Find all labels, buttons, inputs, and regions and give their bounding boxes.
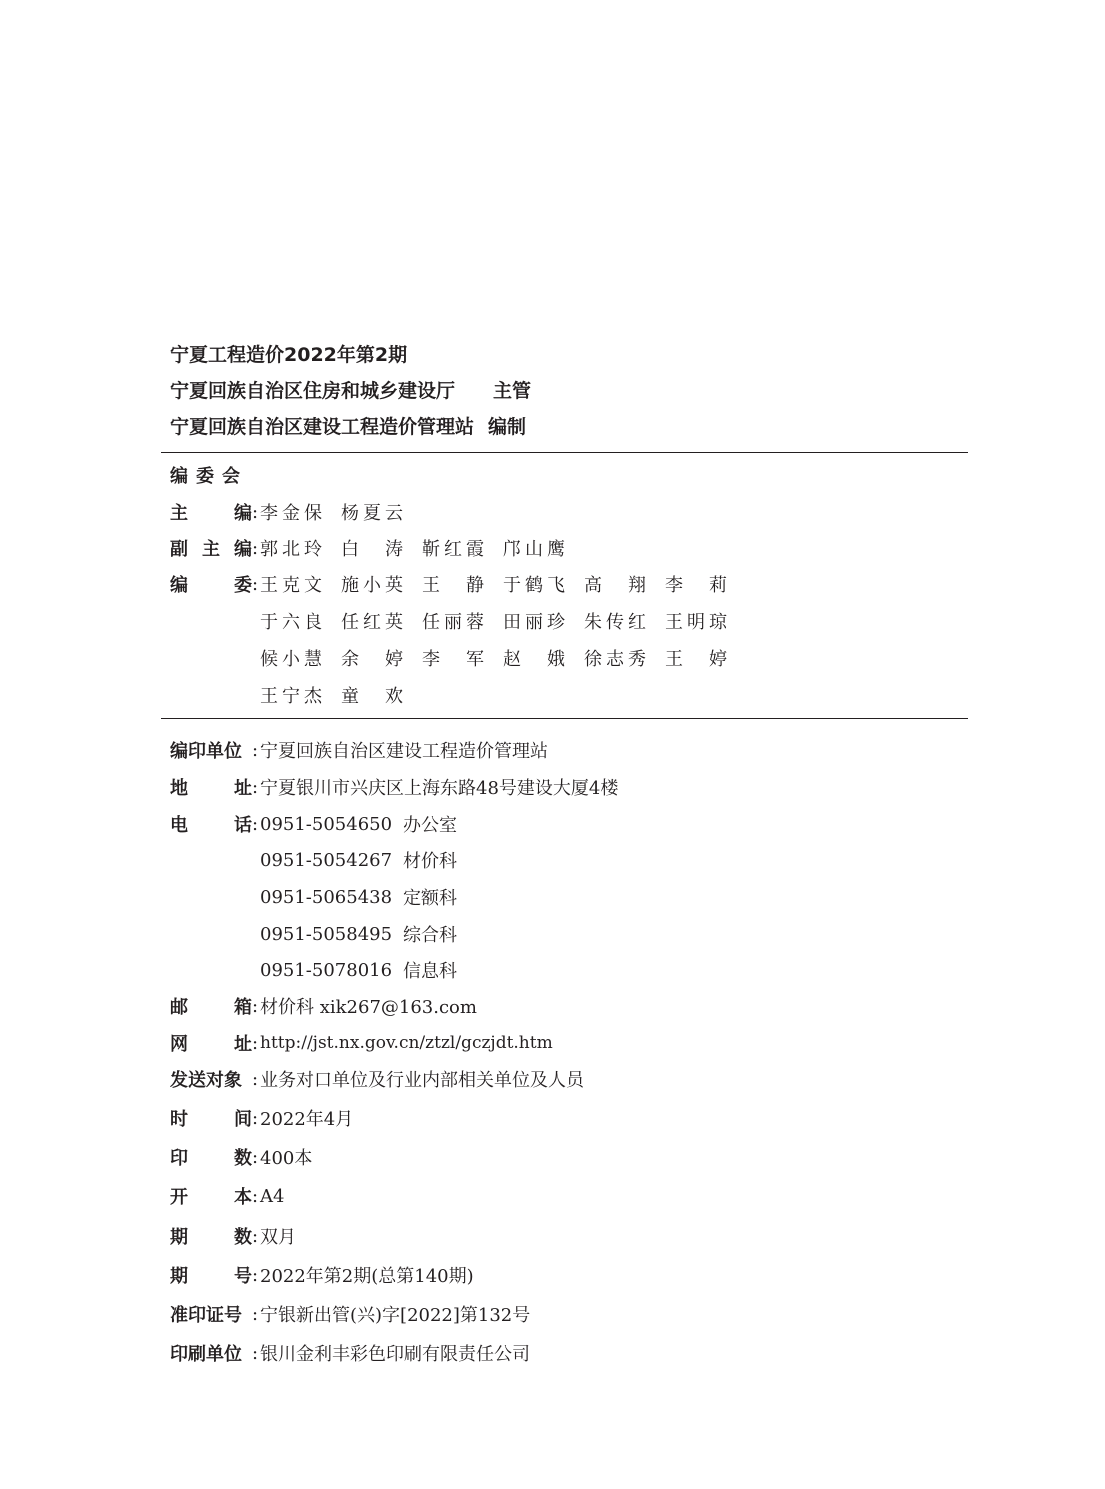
phone-number: 0951-5065438 xyxy=(260,886,393,908)
phone-entry xyxy=(260,811,457,837)
person-name: 于 鹤 飞 xyxy=(503,575,565,596)
date-label: 时 间 xyxy=(170,1109,252,1130)
phone-dept: 办公室 xyxy=(403,815,457,836)
supervisor-role: 主管 xyxy=(493,380,532,402)
person-name: 任 丽 蓉 xyxy=(422,612,484,633)
chief-editors xyxy=(260,499,422,525)
email-label: 邮 箱 xyxy=(170,997,252,1018)
person-name: 王 静 xyxy=(422,575,484,596)
printer-unit-label: 编印单位 xyxy=(170,741,242,762)
divider-top xyxy=(161,452,968,453)
frequency-value: 双月 xyxy=(260,1227,296,1248)
date-row: 时 间 : 2022年4月 xyxy=(170,1106,353,1130)
person-name: 邝 山 鹰 xyxy=(503,539,565,560)
address-row: 地 址 : 宁夏银川市兴庆区上海东路48号建设大厦4楼 xyxy=(170,775,618,799)
email-value: 材价科 xik267@163.com xyxy=(260,997,477,1018)
members-row: 编 委 : 王 克 文 施 小 英 王 静 于 鹤 飞 高 翔 李 莉 xyxy=(170,572,746,596)
members-line-1 xyxy=(260,571,746,597)
date-value: 2022年4月 xyxy=(260,1109,354,1130)
phone-dept: 综合科 xyxy=(403,925,457,946)
person-name: 王 明 琼 xyxy=(665,612,727,633)
chief-editor-row: 主 编 : 李 金 保 杨 夏 云 xyxy=(170,500,422,524)
recipients-label: 发送对象 xyxy=(170,1070,242,1091)
members-line-2 xyxy=(260,609,746,633)
person-name: 任 红 英 xyxy=(341,612,403,633)
person-name: 靳 红 霞 xyxy=(422,539,484,560)
person-name: 余 婷 xyxy=(341,649,403,670)
members-line-4 xyxy=(260,683,422,707)
person-name: 李 金 保 xyxy=(260,503,322,524)
person-name: 王 婷 xyxy=(665,649,727,670)
printer-unit-row: 编印单位 : 宁夏回族自治区建设工程造价管理站 xyxy=(170,738,548,762)
email-row: 邮 箱 : 材价科 xik267@163.com xyxy=(170,994,477,1018)
issue-row: 期 号 : 2022年第2期(总第140期) xyxy=(170,1263,474,1287)
phone-number: 0951-5058495 xyxy=(260,923,393,945)
deputy-editor-label: 副 主 编 xyxy=(170,539,252,560)
deputy-editor-row: 副 主 编 : 郭 北 玲 白 涛 靳 红 霞 邝 山 鹰 xyxy=(170,536,584,560)
person-name: 施 小 英 xyxy=(341,575,403,596)
press-label: 印刷单位 xyxy=(170,1344,242,1365)
compiler-role: 编制 xyxy=(488,416,527,438)
divider-bottom xyxy=(161,718,968,719)
phone-entry xyxy=(260,848,457,872)
format-label: 开 本 xyxy=(170,1187,252,1208)
person-name: 杨 夏 云 xyxy=(341,503,403,524)
phone-number: 0951-5054650 xyxy=(260,813,393,835)
printer-unit-value: 宁夏回族自治区建设工程造价管理站 xyxy=(260,741,548,762)
compiler-line xyxy=(170,418,526,437)
copies-label: 印 数 xyxy=(170,1148,252,1169)
issue-value: 2022年第2期(总第140期) xyxy=(260,1266,474,1287)
permit-row: 准印证号 : 宁银新出管(兴)字[2022]第132号 xyxy=(170,1302,530,1326)
person-name: 童 欢 xyxy=(341,686,403,707)
permit-label: 准印证号 xyxy=(170,1305,242,1326)
committee-title: 编委会 xyxy=(170,466,248,487)
copies-row: 印 数 : 400本 xyxy=(170,1145,312,1169)
person-name: 郭 北 玲 xyxy=(260,539,322,560)
person-name: 李 军 xyxy=(422,649,484,670)
compiler-org: 宁夏回族自治区建设工程造价管理站 xyxy=(170,416,475,438)
address-label: 地 址 xyxy=(170,778,252,799)
issue-label: 期 号 xyxy=(170,1266,252,1287)
frequency-row: 期 数 : 双月 xyxy=(170,1224,296,1248)
person-name: 候 小 慧 xyxy=(260,649,322,670)
phone-dept: 材价科 xyxy=(403,851,457,872)
person-name: 白 涛 xyxy=(341,539,403,560)
phone-row: 电 话 : 0951-5054650 办公室 xyxy=(170,812,457,836)
website-label: 网 址 xyxy=(170,1034,252,1055)
phone-label: 电 话 xyxy=(170,815,252,836)
format-value: A4 xyxy=(260,1185,285,1207)
frequency-label: 期 数 xyxy=(170,1227,252,1248)
phone-entry xyxy=(260,958,457,982)
supervisor-org: 宁夏回族自治区住房和城乡建设厅 xyxy=(170,380,456,402)
person-name: 赵 娥 xyxy=(503,649,565,670)
person-name: 李 莉 xyxy=(665,575,727,596)
press-row: 印刷单位 : 银川金利丰彩色印刷有限责任公司 xyxy=(170,1341,530,1365)
press-value: 银川金利丰彩色印刷有限责任公司 xyxy=(260,1344,530,1365)
phone-dept: 定额科 xyxy=(403,888,457,909)
deputy-editors xyxy=(260,535,584,561)
phone-number: 0951-5054267 xyxy=(260,849,393,871)
chief-editor-label: 主 编 xyxy=(170,503,252,524)
person-name: 徐 志 秀 xyxy=(584,649,646,670)
person-name: 高 翔 xyxy=(584,575,646,596)
person-name: 王 宁 杰 xyxy=(260,686,322,707)
website-row: 网 址 : http://jst.nx.gov.cn/ztzl/gczjdt.htm xyxy=(170,1031,553,1055)
phone-number: 0951-5078016 xyxy=(260,959,393,981)
supervisor-line xyxy=(170,382,531,401)
members-line-3 xyxy=(260,646,746,670)
person-name: 田 丽 珍 xyxy=(503,612,565,633)
members-label: 编 委 xyxy=(170,575,252,596)
phone-dept: 信息科 xyxy=(403,961,457,982)
website-value: http://jst.nx.gov.cn/ztzl/gczjdt.htm xyxy=(260,1033,553,1053)
person-name: 于 六 良 xyxy=(260,612,322,633)
phone-entry xyxy=(260,922,457,946)
phone-entry xyxy=(260,885,457,909)
format-row: 开 本 : A4 xyxy=(170,1184,284,1208)
copies-value: 400本 xyxy=(260,1148,313,1169)
person-name: 朱 传 红 xyxy=(584,612,646,633)
publication-title: 宁夏工程造价2022年第2期 xyxy=(170,344,408,366)
person-name: 王 克 文 xyxy=(260,575,322,596)
recipients-value: 业务对口单位及行业内部相关单位及人员 xyxy=(260,1070,584,1091)
recipients-row: 发送对象 : 业务对口单位及行业内部相关单位及人员 xyxy=(170,1067,584,1091)
permit-value: 宁银新出管(兴)字[2022]第132号 xyxy=(260,1305,531,1326)
address-value: 宁夏银川市兴庆区上海东路48号建设大厦4楼 xyxy=(260,778,619,799)
